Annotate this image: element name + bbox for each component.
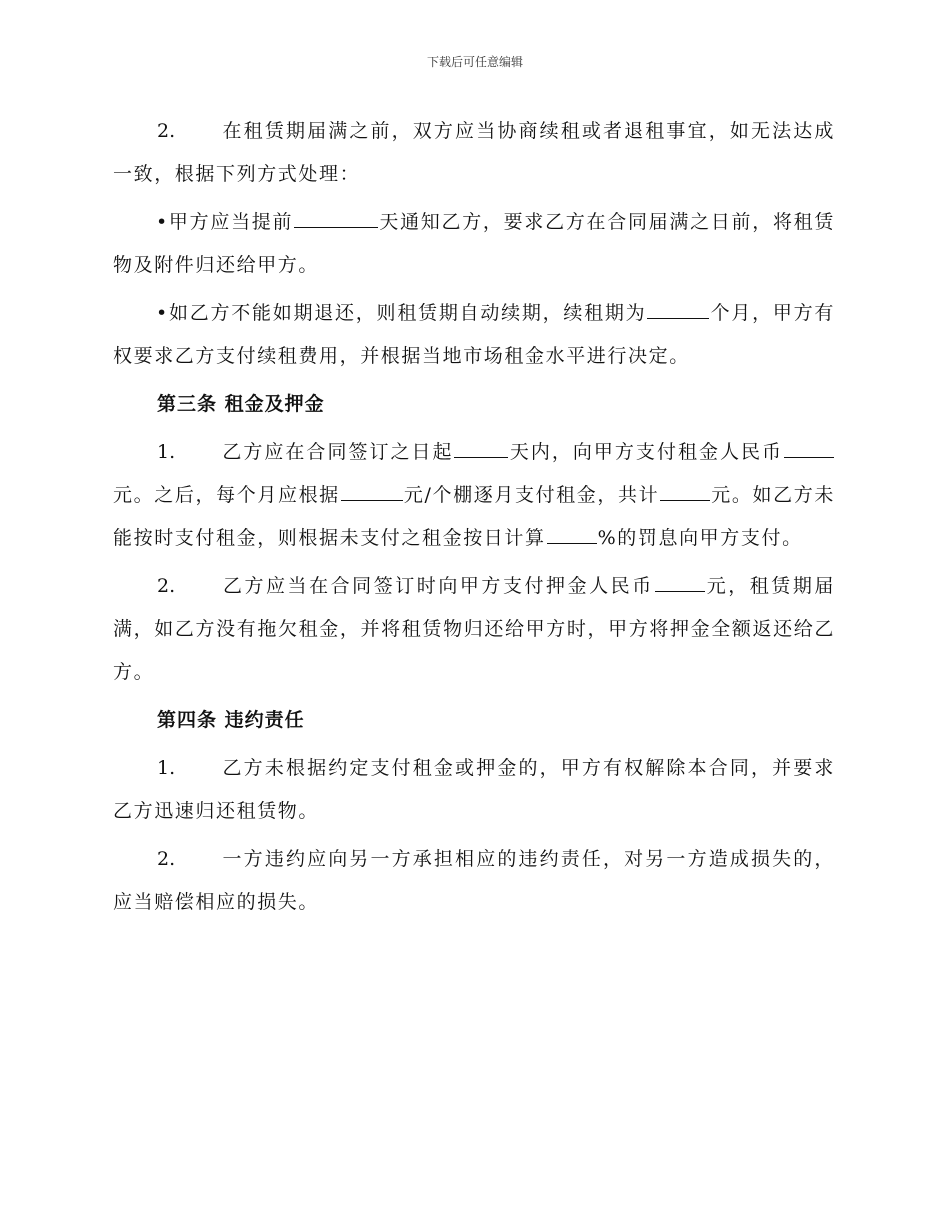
clause-text: 乙方应当在合同签订时向甲方支付押金人民币 [222, 575, 654, 597]
clause-termination [113, 747, 835, 833]
fill-blank-monthly-rent[interactable] [341, 482, 403, 501]
fill-blank-deposit[interactable] [655, 573, 705, 592]
clause-renewal [113, 110, 835, 196]
bullet-text: 个月，甲方有权要求乙方支付续租费用，并根据当地市场租金水平进行决定。 [113, 302, 835, 367]
clause-rent [113, 431, 835, 560]
clause-number: 2. [157, 848, 176, 870]
clause-text: 天内，向甲方支付租金人民币 [509, 441, 783, 463]
clause-text: 乙方应在合同签订之日起 [222, 441, 454, 463]
bullet-text: •如乙方不能如期退还，则租赁期自动续期，续租期为 [156, 302, 647, 324]
fill-blank-amount[interactable] [784, 439, 834, 458]
section-heading-rent: 第三条 租金及押金 [157, 393, 325, 415]
clause-text: 元/个棚逐月支付租金，共计 [403, 484, 660, 506]
clause-text: 元。如乙方未能按时支付租金，则根据未支付之租金按日计算 [113, 484, 835, 549]
clause-number: 2. [157, 120, 176, 142]
fill-blank-penalty-rate[interactable] [547, 525, 597, 544]
clause-deposit [113, 565, 835, 694]
clause-text: 元，租赁期届满，如乙方没有拖欠租金，并将租赁物归还给甲方时，甲方将押金全额返还给乙方。 [113, 575, 835, 683]
fill-blank-days[interactable] [294, 209, 378, 228]
fill-blank-months[interactable] [647, 300, 709, 319]
document-body [113, 110, 835, 929]
fill-blank-days[interactable] [454, 439, 508, 458]
bullet-auto-renew [113, 292, 835, 378]
clause-number: 1. [157, 441, 176, 463]
clause-number: 1. [157, 757, 176, 779]
clause-text: 乙方未根据约定支付租金或押金的，甲方有权解除本合同，并要求乙方迅速归还租赁物。 [113, 757, 835, 822]
clause-text: 元。之后，每个月应根据 [113, 484, 340, 506]
fill-blank-total[interactable] [660, 482, 710, 501]
clause-text: 一方违约应向另一方承担相应的违约责任，对另一方造成损失的，应当赔偿相应的损失。 [113, 848, 835, 913]
bullet-text: •甲方应当提前 [156, 211, 294, 233]
bullet-notice [113, 201, 835, 287]
clause-text: 在租赁期届满之前，双方应当协商续租或者退租事宜，如无法达成一致，根据下列方式处理： [113, 120, 835, 185]
clause-number: 2. [157, 575, 176, 597]
clause-text: %的罚息向甲方支付。 [597, 527, 803, 549]
page-header: 下载后可任意编辑 [426, 55, 523, 69]
section-heading-liability: 第四条 违约责任 [157, 709, 305, 731]
bullet-text: 天通知乙方，要求乙方在合同届满之日前，将租赁物及附件归还给甲方。 [113, 211, 835, 276]
clause-compensation [113, 838, 835, 924]
